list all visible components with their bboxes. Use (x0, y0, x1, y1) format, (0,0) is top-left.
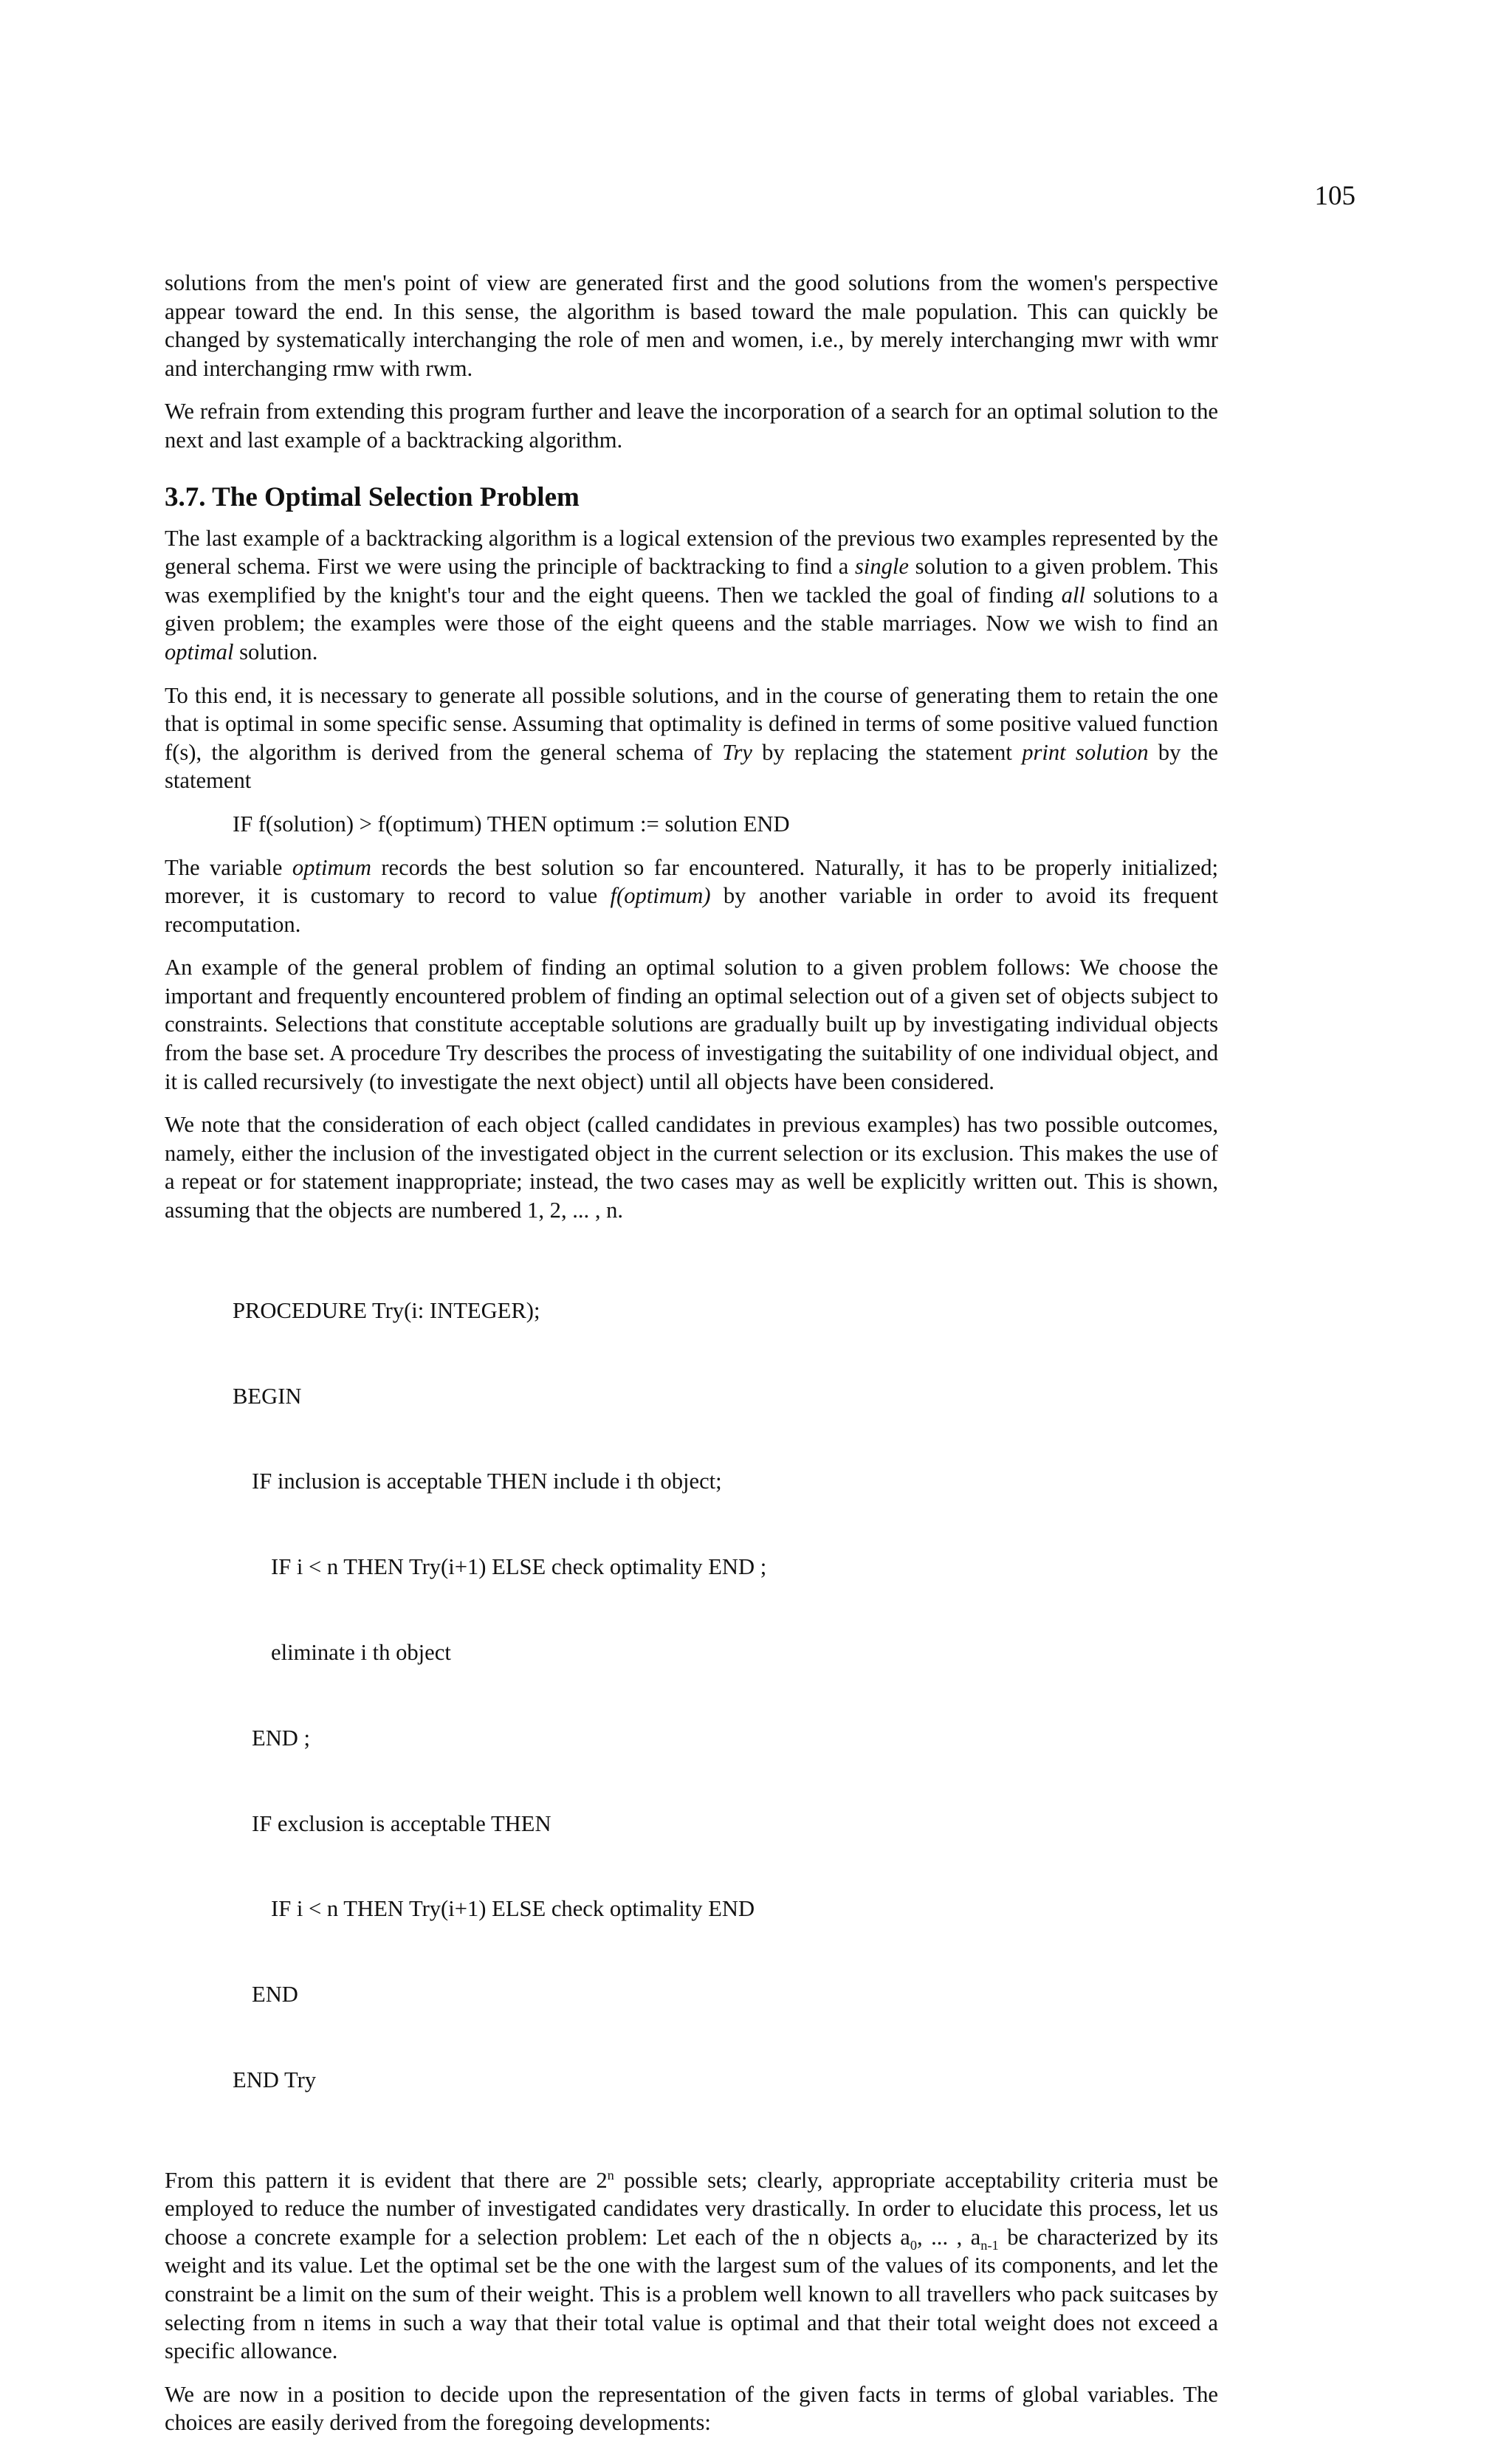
text-run: solutions to a given problem; the examples were those of the eight queens and the stable marriages. Now we wish to find an (165, 582, 1218, 636)
code-line: IF exclusion is acceptable THEN (252, 1810, 551, 1836)
code-line: IF i < n THEN Try(i+1) ELSE check optimality END (271, 1896, 755, 1922)
code-line: eliminate i th object (271, 1639, 451, 1665)
italic-run: all (1061, 582, 1085, 608)
text-run: From this pattern it is evident that there are 2 (165, 2167, 608, 2193)
italic-run: single (854, 554, 910, 580)
code-line: IF i < n THEN Try(i+1) ELSE check optimality END ; (271, 1554, 767, 1580)
code-line: IF inclusion is acceptable THEN include i th object; (252, 1469, 722, 1494)
subscript: 0 (910, 2237, 918, 2253)
code-line: END Try (233, 2067, 317, 2092)
code-line: BEGIN (233, 1383, 302, 1409)
procedure-code-block (165, 1240, 1218, 2151)
section-heading: 3.7. The Optimal Selection Problem (165, 481, 580, 512)
text-run: possible sets; clearly, appropriate acceptability criteria must be employed to reduce the number of investigated candidates very drastically. In order to elucidate this process, let us choose a concrete example for a selection problem: Let each of the n objects a (165, 2167, 1218, 2250)
page-number: 105 (1314, 181, 1355, 211)
text-run: records the best solution so far encountered. Naturally, it has to be properly initialized; morever, it is customary to record to value (165, 854, 1218, 909)
text-run: solution to a given problem. This was exemplified by the knight's tour and the eight queens. Then we tackled the goal of finding (165, 554, 1218, 608)
page-body (165, 269, 1218, 2452)
code-line: PROCEDURE Try(i: INTEGER); (233, 1297, 540, 1323)
italic-run: optimum (292, 854, 371, 880)
code-line: END ; (252, 1725, 311, 1751)
paragraph-7: We note that the consideration of each object (called candidates in previous examples) has two possible outcomes, namely, either the inclusion of the investigated object in the current selection or its exclusion. This makes the use of a repeat or for statement inappropriate; instead, the two cases may as well be explicitly written out. This is shown, assuming that the objects are numbered 1, 2, ... , n. (165, 1112, 1218, 1223)
superscript: n (607, 2167, 614, 2183)
italic-run: print solution (1022, 739, 1149, 765)
subscript: n-1 (980, 2237, 999, 2253)
text-run: by another variable in order to avoid its frequent recomputation. (165, 883, 1218, 937)
paragraph-8 (165, 2166, 1218, 2366)
italic-run: Try (722, 739, 752, 765)
text-run: The variable (165, 854, 292, 880)
paragraph-3 (165, 524, 1218, 667)
paragraph-5 (165, 854, 1218, 939)
code-line: END (252, 1982, 298, 2008)
code-statement: IF f(solution) > f(optimum) THEN optimum := solution END (233, 811, 790, 837)
text-run: solution. (233, 639, 318, 664)
text-run: by the statement (165, 739, 1218, 794)
text-run: by replacing the statement (752, 739, 1023, 765)
italic-run: optimal (165, 639, 234, 664)
text-run: be characterized by its weight and its value. Let the optimal set be the one with the largest sum of the values of its components, and let the constraint be a limit on the sum of their weight. This is a problem well known to all travellers who pack suitcases by selecting from n items in such a way that their total value is optimal and that their total weight does not exceed a specific allowance. (165, 2224, 1218, 2364)
italic-run: f(optimum) (610, 883, 711, 909)
text-run: To this end, it is necessary to generate all possible solutions, and in the course of generating them to retain the one that is optimal in some specific sense. Assuming that optimality is defined in terms of some positive valued function f(s), the algorithm is derived from the general schema of (165, 682, 1218, 765)
paragraph-1: solutions from the men's point of view are generated first and the good solutions from the women's perspective appear toward the end. In this sense, the algorithm is based toward the male population. This can quickly be changed by systematically interchanging the role of men and women, i.e., by merely interchanging mwr with wmr and interchanging rmw with rwm. (165, 270, 1218, 381)
text-run: The last example of a backtracking algorithm is a logical extension of the previous two examples represented by the general schema. First we were using the principle of backtracking to find a (165, 525, 1218, 580)
paragraph-4 (165, 681, 1218, 795)
paragraph-9: We are now in a position to decide upon the representation of the given facts in terms of global variables. The choices are easily derived from the foregoing developments: (165, 2381, 1218, 2436)
paragraph-6: An example of the general problem of finding an optimal solution to a given problem follows: We choose the important and frequently encountered problem of finding an optimal selection out of a given set of objects subject to constraints. Selections that constitute acceptable solutions are gradually built up by investigating individual objects from the base set. A procedure Try describes the process of investigating the suitability of one individual object, and it is called recursively (to investigate the next object) until all objects have been considered. (165, 955, 1218, 1094)
paragraph-2: We refrain from extending this program further and leave the incorporation of a search for an optimal solution to the next and last example of a backtracking algorithm. (165, 399, 1218, 453)
text-run: , ... , a (917, 2224, 981, 2250)
